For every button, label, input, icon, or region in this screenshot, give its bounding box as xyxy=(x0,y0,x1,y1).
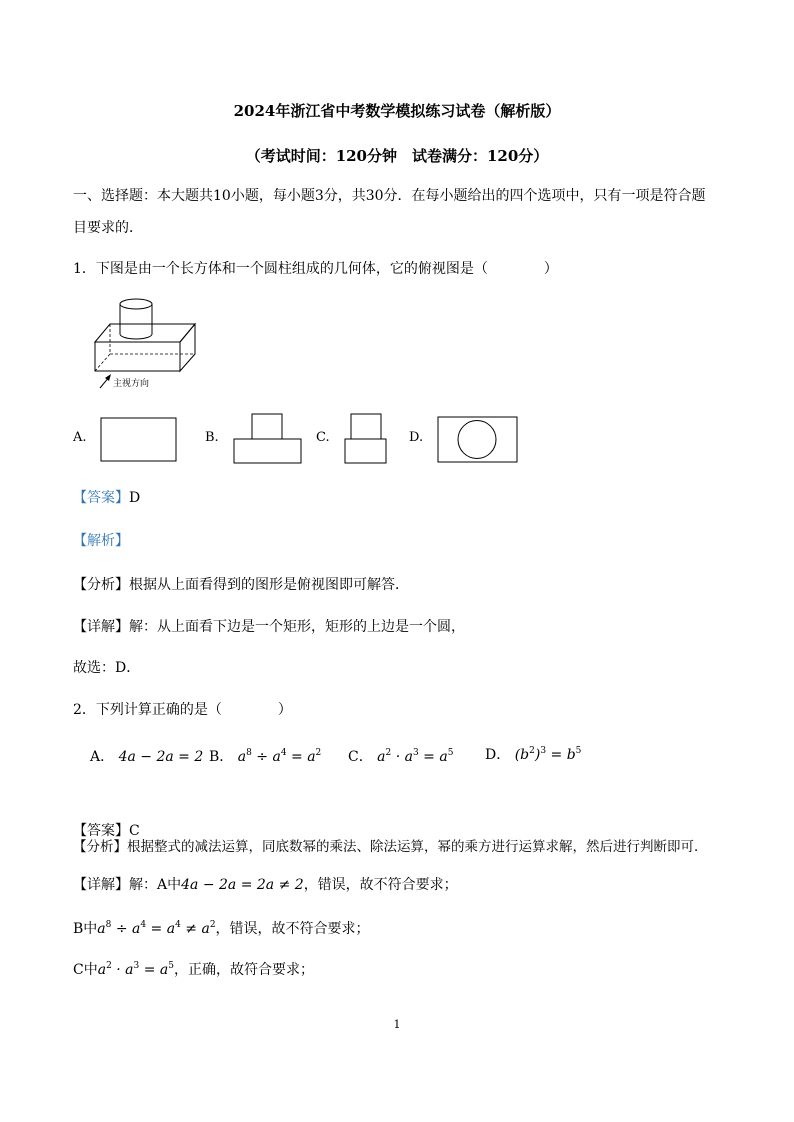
q2-detail-c-expr: $a^2 \cdot a^3 = a^5$ xyxy=(97,961,174,978)
q2-option-d-expr: $(b^2)^3 = b^5$ xyxy=(514,746,582,763)
q2-option-a-expr: 4a − 2a = 2 xyxy=(118,749,204,765)
q2-detail-b xyxy=(73,918,370,938)
q1-option-d-label: D. xyxy=(409,430,424,445)
q2-detail-b-suffix: ，错误，故不符合要求； xyxy=(215,921,370,937)
q2-detail-label: 【详解】 xyxy=(73,877,129,893)
q1-analysis-text: 根据从上面看得到的图形是俯视图即可解答． xyxy=(129,577,409,593)
q1-detail-text: 解：从上面看下边是一个矩形，矩形的上边是一个圆， xyxy=(129,619,465,635)
q1-analysis xyxy=(73,574,409,594)
q2-option-c-label: C． xyxy=(348,749,373,765)
page-number: 1 xyxy=(393,1018,401,1031)
q2-detail-prefix: 解：A中 xyxy=(129,877,182,893)
q1-figure-caption: 主视方向 xyxy=(113,379,150,389)
q1-option-c-label: C. xyxy=(316,430,330,445)
exam-info: （考试时间：120分钟 试卷满分：120分） xyxy=(245,147,549,165)
q2-option-b-label: B． xyxy=(209,749,234,765)
q1-answer-value: D xyxy=(129,490,141,506)
q2-detail-c-suffix: ，正确，故符合要求； xyxy=(173,962,314,978)
q2-option-c-expr: $a^2 \cdot a^3 = a^5$ xyxy=(377,748,454,765)
section-intro-line2: 目要求的． xyxy=(73,220,143,236)
q2-detail-b-prefix: B中 xyxy=(73,921,98,937)
q1-answer xyxy=(73,487,140,507)
q1-option-a-figure xyxy=(100,417,178,463)
q1-detail-label: 【详解】 xyxy=(73,619,129,635)
q1-analysis-tag: 【解析】 xyxy=(73,533,129,549)
q2-option-d-label: D． xyxy=(485,747,511,763)
q2-detail-c-prefix: C中 xyxy=(73,962,98,978)
q2-detail-a xyxy=(73,874,458,894)
q2-detail-a-expr: 4a − 2a = 2a ≠ 2 xyxy=(181,877,304,893)
q2-option-c xyxy=(348,746,453,766)
q1-answer-tag: 【答案】 xyxy=(73,490,129,506)
q2-option-d xyxy=(485,744,581,764)
page-title: 2024年浙江省中考数学模拟练习试卷（解析版） xyxy=(233,102,561,120)
q2-option-b xyxy=(209,746,321,766)
q1-option-d-figure xyxy=(437,416,519,464)
q1-option-a-label: A. xyxy=(73,430,87,445)
q2-option-a xyxy=(90,746,203,766)
q1-detail xyxy=(73,616,465,636)
q1-option-b-figure xyxy=(233,413,303,465)
q2-detail-b-expr: $a^8 \div a^4 = a^4 \ne a^2$ xyxy=(97,920,216,937)
section-intro-line1: 一、选择题：本大题共10小题，每小题3分，共30分．在每小题给出的四个选项中，只有一项是符合题 xyxy=(73,188,706,204)
q1-analysis-label: 【分析】 xyxy=(73,577,129,593)
q2-detail-c xyxy=(73,959,314,979)
q2-option-b-expr: $a^8 \div a^4 = a^2$ xyxy=(237,748,322,765)
q1-option-b-label: B. xyxy=(205,430,219,445)
q2-detail-a-suffix: ，错误，故不符合要求； xyxy=(303,877,458,893)
q2-analysis: 【分析】根据整式的减法运算，同底数幂的乘法、除法运算，幂的乘方进行运算求解，然后进行判断即可． xyxy=(73,839,708,855)
q1-stem: 1．下图是由一个长方体和一个圆柱组成的几何体，它的俯视图是（ ） xyxy=(73,261,558,277)
q1-option-c-figure xyxy=(344,413,388,465)
q1-conclusion: 故选：D． xyxy=(73,660,141,676)
q2-stem: 2．下列计算正确的是（ ） xyxy=(73,702,292,718)
q2-option-a-label: A． xyxy=(90,749,115,765)
q2-answer: 【答案】C xyxy=(73,823,140,839)
